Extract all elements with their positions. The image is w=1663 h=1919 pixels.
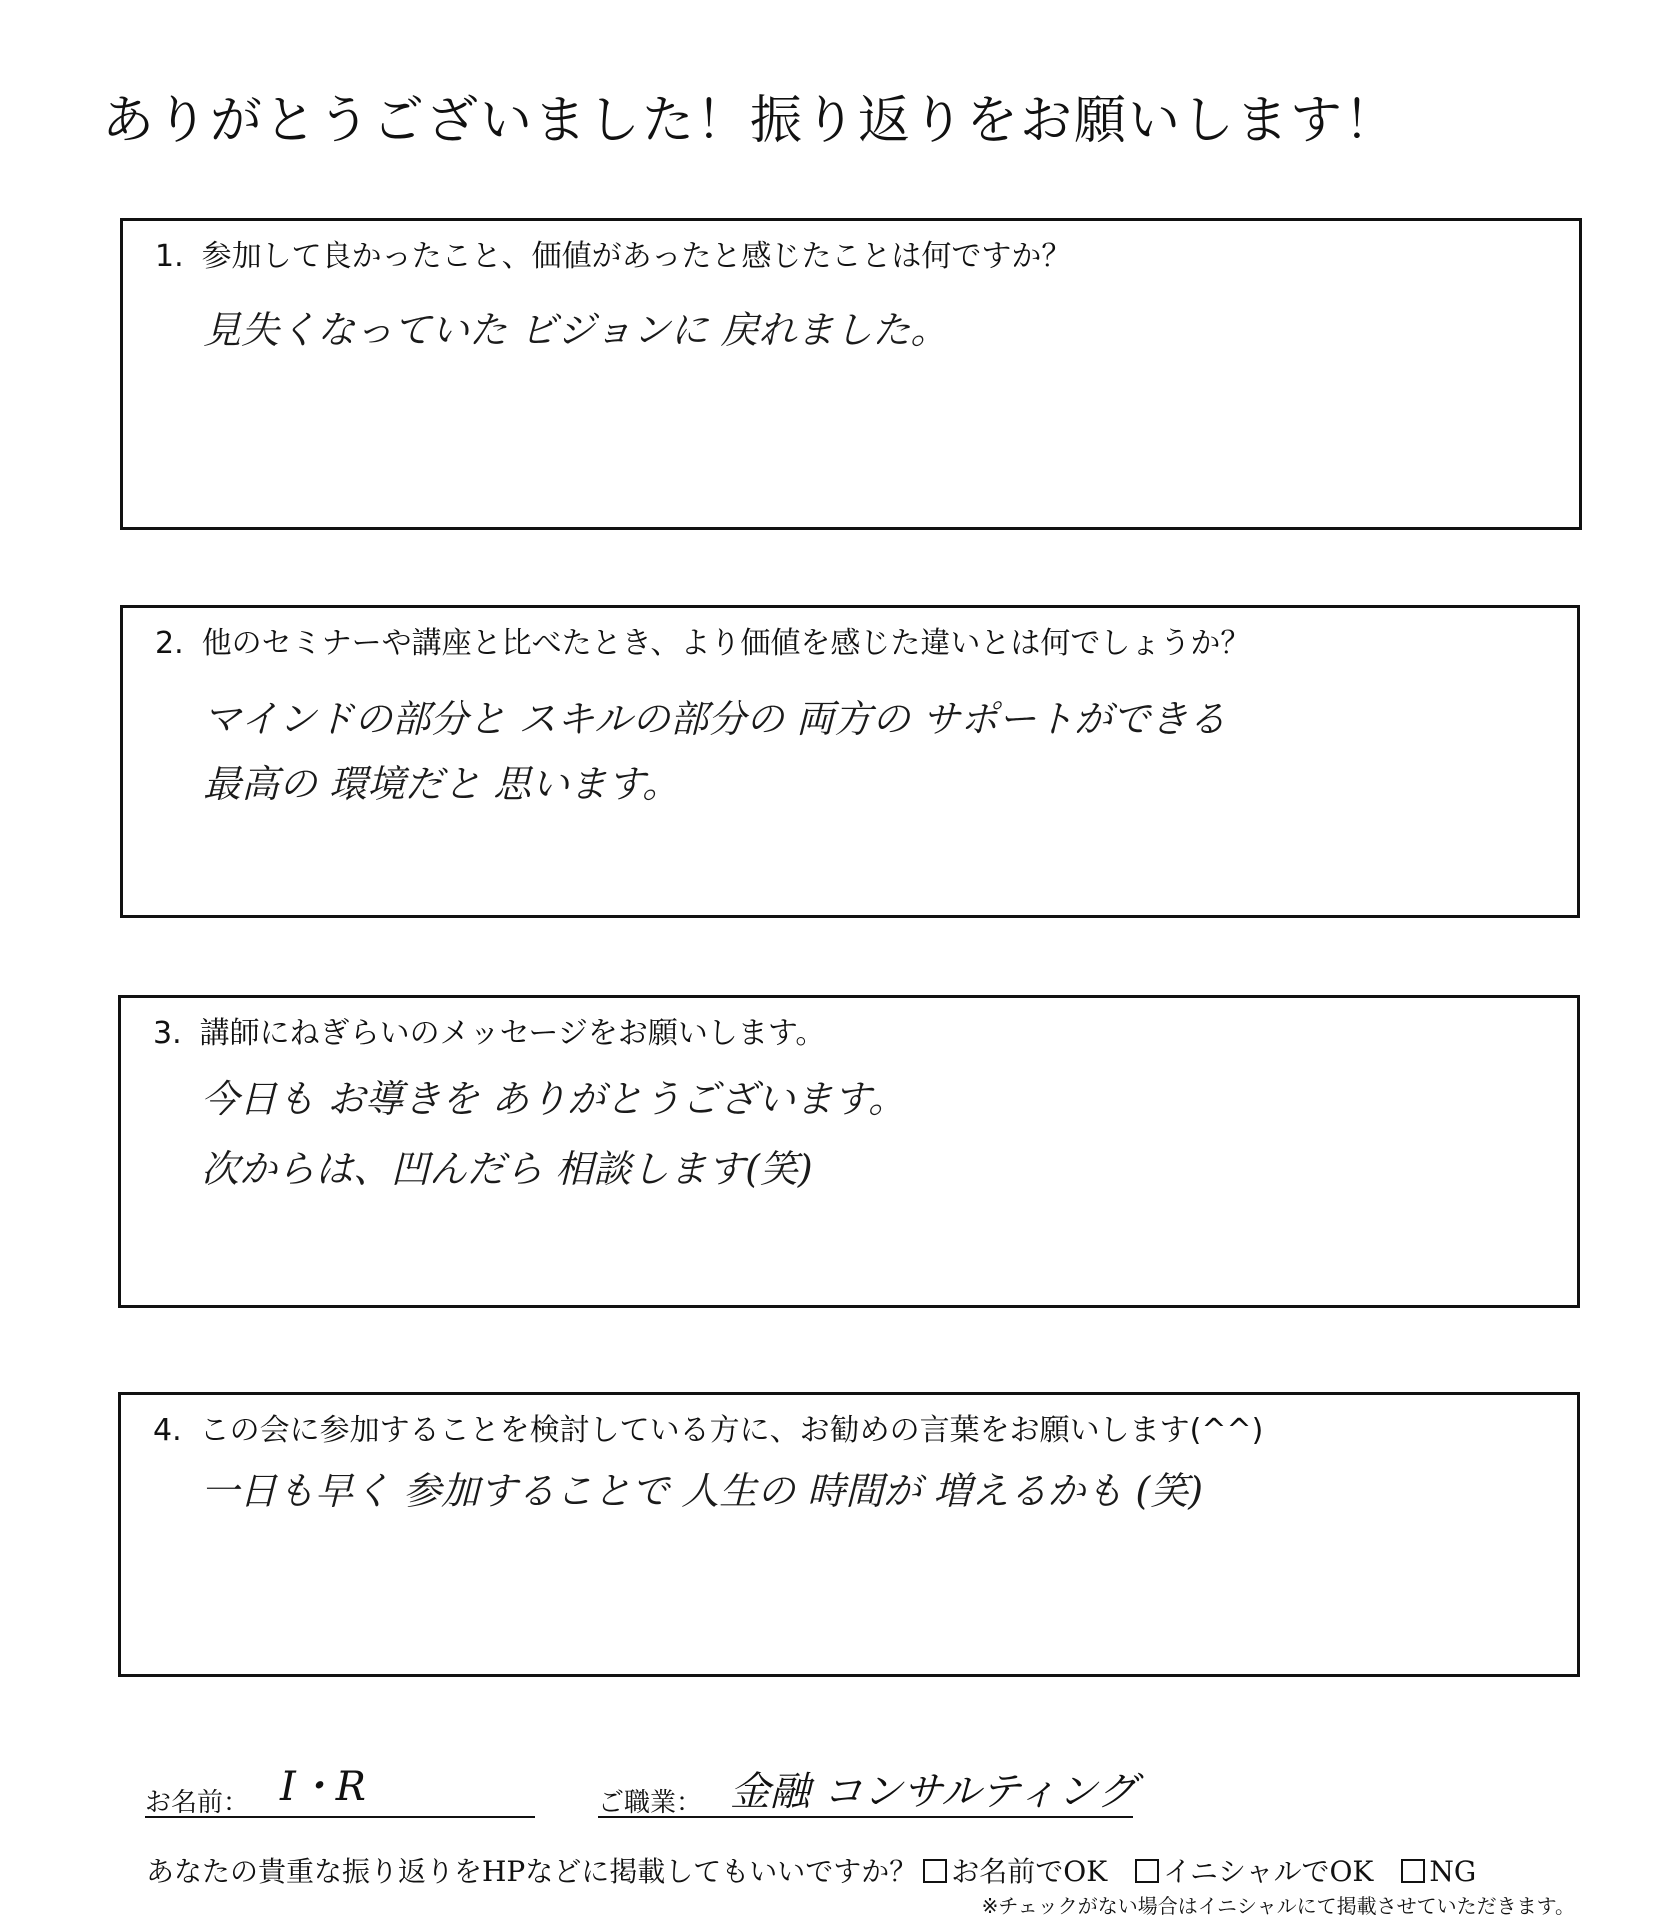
answer-line: マインドの部分と スキルの部分の 両方の サポートができる — [203, 697, 1227, 741]
job-underline — [598, 1816, 1133, 1818]
question-1-box — [120, 218, 1582, 530]
footnote: ※チェックがない場合はイニシャルにて掲載させていただきます。 — [981, 1894, 1575, 1918]
checkbox-initial-ok[interactable] — [1135, 1859, 1159, 1883]
option-initial-ok: イニシャルでOK — [1163, 1855, 1374, 1888]
job-value: 金融 コンサルティング — [730, 1769, 1137, 1815]
option-ng: NG — [1429, 1855, 1477, 1888]
page-title: ありがとうございました！振り返りをお願いします！ — [101, 91, 1398, 151]
question-number: 4. — [153, 1413, 182, 1448]
question-number: 2. — [155, 626, 184, 661]
question-text: この会に参加することを検討している方に、お勧めの言葉をお願いします(^^) — [199, 1413, 1264, 1448]
question-4-label — [153, 1405, 1263, 1449]
name-underline — [145, 1816, 535, 1818]
permission-question: あなたの貴重な振り返りをHPなどに掲載してもいいですか？ — [146, 1855, 918, 1888]
question-2-box — [120, 605, 1580, 918]
option-name-ok: お名前でOK — [951, 1855, 1108, 1888]
answer-line: 一日も早く 参加することで 人生の 時間が 増えるかも (笑) — [201, 1469, 1204, 1513]
name-value: I・R — [280, 1764, 366, 1810]
answer-line: 見失くなっていた ビジョンに 戻れました。 — [203, 308, 949, 352]
question-1-label — [155, 231, 1071, 275]
question-text: 講師にねぎらいのメッセージをお願いします。 — [199, 1016, 826, 1051]
question-3-label — [153, 1008, 825, 1052]
answer-line: 今日も お導きを ありがとうございます。 — [201, 1077, 907, 1121]
question-number: 1. — [155, 239, 184, 274]
checkbox-name-ok[interactable] — [923, 1859, 947, 1883]
question-text: 参加して良かったこと、価値があったと感じたことは何ですか？ — [201, 239, 1072, 274]
question-2-label — [155, 618, 1250, 662]
permission-line — [146, 1850, 1476, 1890]
question-number: 3. — [153, 1016, 182, 1051]
answer-line: 最高の 環境だと 思います。 — [203, 762, 681, 806]
checkbox-ng[interactable] — [1401, 1859, 1425, 1883]
question-text: 他のセミナーや講座と比べたとき、より価値を感じた違いとは何でしょうか？ — [201, 626, 1251, 661]
name-label: お名前： — [145, 1788, 250, 1818]
question-3-box — [118, 995, 1580, 1308]
job-label: ご職業： — [598, 1788, 703, 1818]
answer-line: 次からは、凹んだら 相談します(笑) — [201, 1147, 813, 1191]
question-4-box — [118, 1392, 1580, 1677]
